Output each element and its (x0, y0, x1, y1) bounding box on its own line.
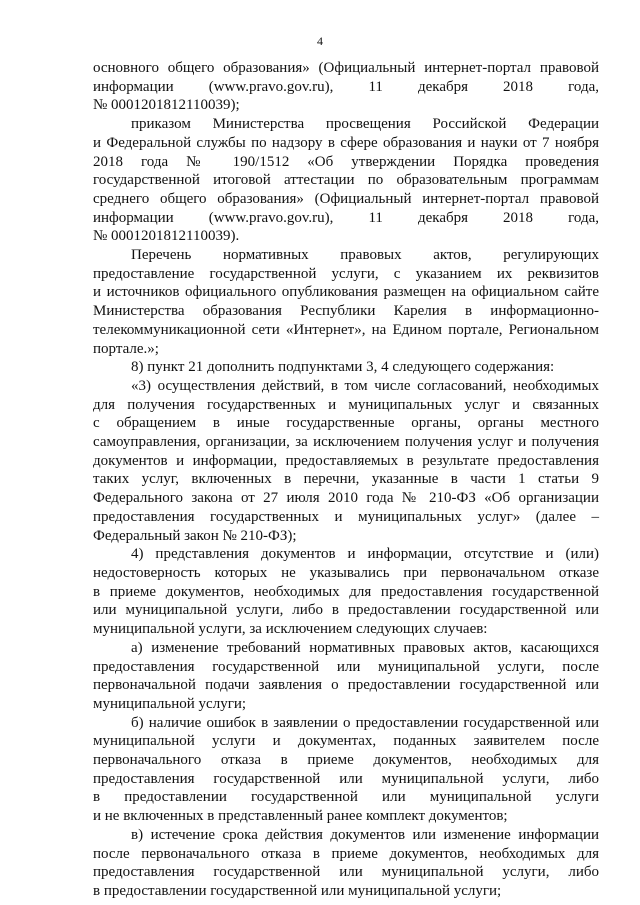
text-line: 2018 года № 190/1512 «Об утверждении Порядка проведения (93, 153, 599, 170)
text-line: в предоставлении государственной или муниципальной услуги (93, 789, 599, 806)
text-line: б) наличие ошибок в заявлении о предоставлении государственной или (131, 714, 599, 731)
text-line: и Федеральной службы по надзору в сфере образования и науки от 7 ноября (93, 134, 599, 151)
text-line: Министерства образования Республики Карелия в информационно- (93, 303, 599, 320)
text-line: после первоначального отказа в приеме документов, необходимых для (93, 845, 599, 862)
paragraph (93, 246, 599, 358)
text-line: документов и информации, предоставляемых в результате предоставления (93, 452, 599, 469)
text-line: в) истечение срока действия документов или изменение информации (131, 826, 599, 843)
text-line: государственной итоговой аттестации по образовательным программам (93, 172, 599, 189)
text-line: для получения государственных и муниципальных услуг и связанных (93, 396, 599, 413)
page-number: 4 (317, 34, 323, 48)
text-line: предоставления государственных и муниципальных услуг» (далее – (93, 508, 599, 525)
paragraph (93, 59, 599, 115)
text-line: среднего общего образования» (Официальный интернет-портал правовой (93, 190, 599, 207)
paragraph (93, 115, 599, 246)
document-body (93, 59, 599, 901)
paragraph (93, 358, 599, 377)
text-line: Федеральный закон № 210-ФЗ); (93, 527, 297, 544)
text-line: муниципальной услуги; (93, 695, 247, 712)
text-line: или муниципальной услуги, либо в предоставлении государственной или (93, 602, 599, 619)
text-line: предоставление государственной услуги, с указанием их реквизитов (93, 265, 599, 282)
text-line: предоставления государственной или муниципальной услуги, либо (93, 864, 599, 881)
text-line: с обращением в иные государственные органы, органы местного (93, 415, 599, 432)
text-line: и источников официального опубликования размещен на официальном сайте (93, 284, 599, 301)
text-line: телекоммуникационной сети «Интернет», на Едином портале, Региональном (93, 321, 599, 338)
text-line: недостоверность которых не указывались при первоначальном отказе (93, 564, 599, 581)
text-line: первоначального отказа в приеме документов, необходимых для (93, 752, 599, 769)
text-line: таких услуг, включенных в перечни, указанные в части 1 статьи 9 (93, 471, 599, 488)
text-line: приказом Министерства просвещения Российской Федерации (131, 116, 599, 133)
text-line: «3) осуществления действий, в том числе согласований, необходимых (131, 377, 599, 394)
text-line: предоставления государственной или муниципальной услуги, после (93, 658, 599, 675)
paragraph (93, 826, 599, 901)
text-line: а) изменение требований нормативных правовых актов, касающихся (131, 639, 599, 656)
paragraph (93, 377, 599, 545)
text-line: муниципальной услуги и документах, поданных заявителем после (93, 733, 599, 750)
text-line: в предоставлении государственной или муниципальной услуги; (93, 882, 502, 899)
text-line: № 0001201812110039); (93, 97, 240, 114)
paragraph (93, 545, 599, 639)
text-line: основного общего образования» (Официальный интернет-портал правовой (93, 60, 599, 76)
text-line: самоуправления, организации, за исключением получения услуг и получения (93, 434, 599, 451)
text-line: Федерального закона от 27 июля 2010 года № 210-ФЗ «Об организации (93, 490, 599, 507)
paragraph (93, 639, 599, 714)
text-line: информации (www.pravo.gov.ru), 11 декабря 2018 года, (93, 78, 599, 95)
text-line: 8) пункт 21 дополнить подпунктами 3, 4 следующего содержания: (131, 359, 555, 376)
text-line: предоставления государственной или муниципальной услуги, либо (93, 770, 599, 787)
text-line: портале.»; (93, 340, 159, 357)
text-line: и не включенных в представленный ранее комплект документов; (93, 808, 508, 825)
paragraph (93, 714, 599, 826)
text-line: муниципальной услуги, за исключением следующих случаев: (93, 621, 488, 638)
text-line: № 0001201812110039). (93, 228, 240, 245)
text-line: в приеме документов, необходимых для предоставления государственной (93, 583, 599, 600)
text-line: первоначальной подачи заявления о предоставлении государственной или (93, 677, 599, 694)
text-line: 4) представления документов и информации, отсутствие и (или) (131, 546, 599, 563)
text-line: Перечень нормативных правовых актов, регулирующих (131, 247, 599, 264)
text-line: информации (www.pravo.gov.ru), 11 декабря 2018 года, (93, 209, 599, 226)
